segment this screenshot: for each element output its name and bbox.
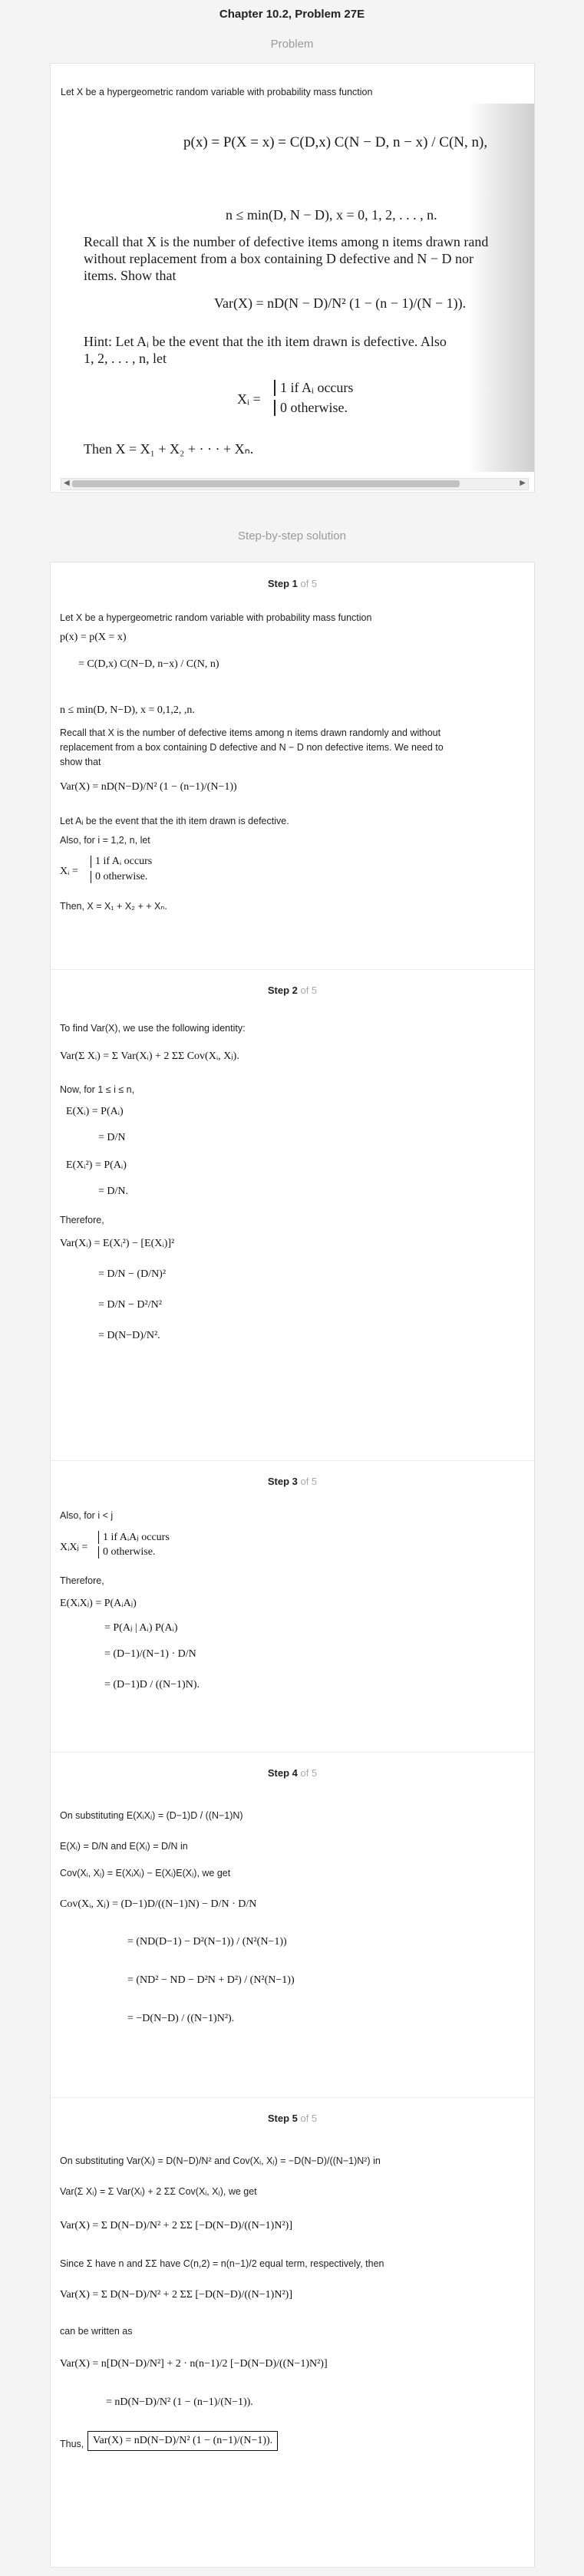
step-5-text-5: Thus, [60,2439,84,2449]
step-1-text-7: Then, X = X₁ + X₂ + + Xₙ. [60,901,167,912]
scan-var: Var(X) = nD(N − D)/N² (1 − (n − 1)/(N − 1)). [214,295,467,311]
step-1-text-3: replacement from a box containing D defective and N − D non defective items. We need to [60,742,444,753]
step-4-heading: Step 4 of 5 [267,1767,318,1779]
step-3-text-1: Also, for i < j [60,1510,114,1521]
step-5-math-2: Var(X) = Σ D(N−D)/N² + 2 ΣΣ [−D(N−D)/((N−1)N²)] [60,2289,292,2301]
scan-hint-2: 1, 2, . . . , n, let [84,351,167,366]
step-5 [51,2097,534,2567]
step-3-math-2: E(XᵢXⱼ) = P(AᵢAⱼ) [60,1598,137,1609]
step-5-text-3: Since Σ have n and ΣΣ have C(n,2) = n(n−1)/2 equal term, respectively, then [60,2258,384,2269]
step-2-text-3: Therefore, [60,1215,104,1225]
step-2-math-1: Var(Σ Xᵢ) = Σ Var(Xᵢ) + 2 ΣΣ Cov(Xᵢ, Xⱼ). [60,1051,239,1062]
step-3-heading: Step 3 of 5 [267,1476,318,1487]
step-5-text-1: On substituting Var(Xᵢ) = D(N−D)/N² and Cov(Xᵢ, Xⱼ) = −D(N−D)/((N−1)N²) in [60,2155,381,2166]
step-1 [51,562,534,970]
step-1-text-4: show that [60,757,101,767]
step-1-text-6: Also, for i = 1,2, n, let [60,835,150,846]
step-1-heading: Step 1 of 5 [267,578,318,589]
scroll-left-icon[interactable]: ◀ [64,479,70,487]
horizontal-scrollbar[interactable] [61,478,529,490]
step-4-math-1: Cov(Xᵢ, Xⱼ) = (D−1)D/((N−1)N) − D/N · D/N [60,1898,257,1910]
step-2 [51,969,534,1461]
step-5-text-2: Var(Σ Xᵢ) = Σ Var(Xᵢ) + 2 ΣΣ Cov(Xᵢ, Xⱼ), we get [60,2186,257,2197]
step-2-math-9: = D(N−D)/N². [98,1330,160,1341]
step-4-math-2: = (ND(D−1) − D²(N−1)) / (N²(N−1)) [127,1936,287,1948]
step-2-text-2: Now, for 1 ≤ i ≤ n, [60,1084,135,1095]
scan-xi-case2: 0 otherwise. [274,400,348,416]
step-1-math-5c: 0 otherwise. [91,871,147,883]
step-5-math-1: Var(X) = Σ D(N−D)/N² + 2 ΣΣ [−D(N−D)/((N−1)N²)] [60,2220,292,2231]
page-header [0,0,584,51]
step-4 [51,1752,534,2098]
step-1-text-1: Let X be a hypergeometric random variable with probability mass function [60,612,372,623]
scan-pmf: p(x) = P(X = x) = C(D,x) C(N − D, n − x) / C(N, n), [183,134,488,150]
step-2-math-2: E(Xᵢ) = P(Aᵢ) [66,1106,124,1117]
step-5-heading: Step 5 of 5 [267,2113,318,2124]
step-3-math-4: = (D−1)/(N−1) · D/N [104,1648,196,1660]
problem-card [50,63,535,493]
step-4-math-3: = (ND² − ND − D²N + D²) / (N²(N−1)) [127,1974,295,1986]
step-4-text-3: Cov(Xᵢ, Xⱼ) = E(XᵢXⱼ) − E(Xᵢ)E(Xⱼ), we get [60,1868,231,1878]
step-3-text-2: Therefore, [60,1575,104,1586]
problem-label: Problem [270,38,314,51]
step-3-math-3: = P(Aⱼ | Aᵢ) P(Aᵢ) [104,1622,178,1634]
step-1-math-2: = C(D,x) C(N−D, n−x) / C(N, n) [78,658,219,670]
step-3-math-1b: 1 if AᵢAⱼ occurs [98,1531,170,1544]
problem-scan [61,104,534,472]
scrollbar-thumb[interactable] [72,480,460,487]
step-4-text-1: On substituting E(XᵢXⱼ) = (D−1)D / ((N−1)N) [60,1810,243,1821]
step-1-text-5: Let Aᵢ be the event that the ith item drawn is defective. [60,816,289,826]
scan-then: Then X = X₁ + X₂ + · · · + Xₙ. [84,441,254,457]
scan-hint-1: Hint: Let Aᵢ be the event that the ith item drawn is defective. Also [84,334,447,349]
page-title: Chapter 10.2, Problem 27E [219,8,365,21]
step-2-math-7: = D/N − (D/N)² [98,1268,167,1280]
step-3-math-1c: 0 otherwise. [98,1546,155,1558]
step-3-math-5: = (D−1)D / ((N−1)N). [104,1679,200,1690]
scan-xi-case1: 1 if Aᵢ occurs [274,380,353,396]
scroll-right-icon[interactable]: ▶ [520,479,526,487]
step-2-math-4: E(Xᵢ²) = P(Aᵢ) [66,1159,127,1171]
step-3 [51,1460,534,1753]
step-5-math-4: = nD(N−D)/N² (1 − (n−1)/(N−1)). [106,2396,253,2408]
scan-range: n ≤ min(D, N − D), x = 0, 1, 2, . . . , n. [226,207,437,223]
step-1-math-5a: Xᵢ = [60,866,78,877]
step-5-text-4: can be written as [60,2326,133,2337]
problem-scan-image [61,104,534,472]
step-2-math-3: = D/N [98,1132,126,1143]
step-1-math-4: Var(X) = nD(N−D)/N² (1 − (n−1)/(N−1)) [60,781,237,793]
step-4-math-4: = −D(N−D) / ((N−1)N²). [127,2013,235,2024]
solution-title: Step-by-step solution [238,529,346,543]
step-2-math-5: = D/N. [98,1186,129,1197]
step-1-math-5b: 1 if Aᵢ occurs [91,856,152,868]
step-3-math-1a: XᵢXⱼ = [60,1542,88,1553]
step-2-math-6: Var(Xᵢ) = E(Xᵢ²) − [E(Xᵢ)]² [60,1238,175,1249]
solution-card [50,562,535,2568]
scan-recall-1: Recall that X is the number of defective items among n items drawn rand [84,234,489,249]
step-2-heading: Step 2 of 5 [267,985,318,996]
step-1-text-2: Recall that X is the number of defective items among n items drawn randomly and without [60,727,441,738]
step-5-math-3: Var(X) = n[D(N−D)/N²] + 2 · n(n−1)/2 [−D(N−D)/((N−1)N²)] [60,2358,328,2370]
step-2-math-8: = D/N − D²/N² [98,1299,162,1311]
problem-intro: Let X be a hypergeometric random variable with probability mass function [61,87,373,97]
step-4-text-2: E(Xᵢ) = D/N and E(Xⱼ) = D/N in [60,1841,188,1852]
step-1-math-1: p(x) = p(X = x) [60,632,127,643]
final-answer-box: Var(X) = nD(N−D)/N² (1 − (n−1)/(N−1)). [87,2431,278,2451]
scan-xi-lhs: Xᵢ = [237,391,261,407]
step-2-text-1: To find Var(X), we use the following identity: [60,1023,246,1034]
scan-recall-2: without replacement from a box containing D defective and N − D nor [84,251,473,266]
step-1-math-3: n ≤ min(D, N−D), x = 0,1,2, ,n. [60,704,195,716]
scan-recall-3: items. Show that [84,268,177,283]
